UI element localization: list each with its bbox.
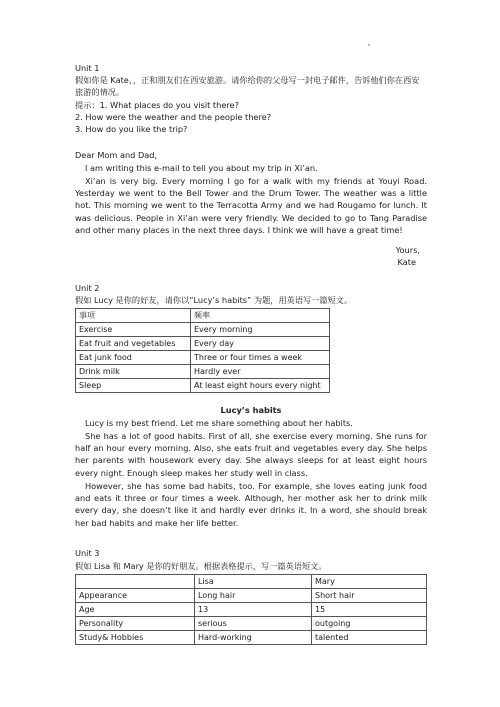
unit1-hint-1: 提示：1. What places do you visit there? xyxy=(75,100,239,110)
essay-paragraph-1: Lucy is my best friend. Let me share something about her habits. xyxy=(85,418,353,428)
table-cell: 15 xyxy=(312,603,427,617)
letter-greeting: Dear Mom and Dad, xyxy=(75,150,158,160)
table-header-row xyxy=(76,309,330,323)
table-cell: Eat junk food xyxy=(76,351,191,365)
table-header-cell: 事项 xyxy=(76,309,191,323)
unit2-heading: Unit 2 xyxy=(75,283,100,293)
table-cell: Exercise xyxy=(76,323,191,337)
table-row xyxy=(76,323,330,337)
table-header-cell: Lisa xyxy=(195,575,312,589)
unit3-heading: Unit 3 xyxy=(75,548,100,558)
table-row xyxy=(76,617,427,631)
table-cell: talented xyxy=(312,631,427,645)
friends-table xyxy=(75,574,427,645)
unit2-prompt: 假如 Lucy 是你的好友，请你以“Lucy’s habits” 为题，用英语写一篇短文。 xyxy=(75,295,353,305)
table-row xyxy=(76,337,330,351)
table-row xyxy=(76,365,330,379)
letter-paragraph-2: Xi’an is very big. Every morning I go for a walk with my friends at Youyi Road. Yesterday we went to the Bell Tower and the Drum Tower. The weather was a little hot. This morning we went to the Terracotta Army and we had Rougamo for lunch. It was delicious. People in Xi’an were very friendly. We decided to go to Tang Paradise and other many places in the next three days. I think we will have a great time! xyxy=(75,176,427,235)
table-cell: Eat fruit and vegetables xyxy=(76,337,191,351)
table-cell: Short hair xyxy=(312,589,427,603)
table-cell: Age xyxy=(76,603,195,617)
table-cell: serious xyxy=(195,617,312,631)
unit3-prompt: 假如 Lisa 和 Mary 是你的好朋友。根据表格提示，写一篇英语短文。 xyxy=(75,561,327,571)
table-cell: Personality xyxy=(76,617,195,631)
table-cell: Every day xyxy=(191,337,330,351)
table-cell: At least eight hours every night xyxy=(191,379,330,393)
table-cell: 13 xyxy=(195,603,312,617)
letter-signature: Kate xyxy=(397,257,416,267)
unit1-heading: Unit 1 xyxy=(75,63,100,73)
unit1-hint-2: 2. How were the weather and the people there? xyxy=(75,112,272,122)
letter-closing: Yours, xyxy=(395,245,420,255)
table-row xyxy=(76,603,427,617)
essay-paragraph-2: She has a lot of good habits. First of all, she exercise every morning. She runs for half an hour every morning. Also, she eats fruit and vegetables every day. She helps her parents with housework every day. She always sleeps for at least eight hours every night. Enough sleep makes her study well in class. xyxy=(75,431,427,478)
unit1-hint-3: 3. How do you like the trip? xyxy=(75,124,188,134)
table-cell: Long hair xyxy=(195,589,312,603)
table-cell: Study& Hobbies xyxy=(76,631,195,645)
habits-table xyxy=(75,308,330,393)
table-header-row xyxy=(76,575,427,589)
table-cell: Hardly ever xyxy=(191,365,330,379)
table-row xyxy=(76,379,330,393)
table-cell: Sleep xyxy=(76,379,191,393)
table-cell: Every morning xyxy=(191,323,330,337)
table-row xyxy=(76,631,427,645)
table-cell: outgoing xyxy=(312,617,427,631)
page-mark xyxy=(368,44,370,46)
table-cell: Hard-working xyxy=(195,631,312,645)
table-header-cell: Mary xyxy=(312,575,427,589)
table-row xyxy=(76,589,427,603)
table-cell: Drink milk xyxy=(76,365,191,379)
table-cell: Appearance xyxy=(76,589,195,603)
unit1-prompt: 假如你是 Kate，，正和朋友们在西安旅游。请你给你的父母写一封电子邮件，告诉他们你在西安旅游的情况。 xyxy=(75,75,420,98)
table-header-cell: 频率 xyxy=(191,309,330,323)
essay-paragraph-3: However, she has some bad habits, too. For example, she loves eating junk food and eats it three or four times a week. Although, her mother ask her to drink milk every day, she doesn’t like it and hardly ever drinks it. In a word, she should break her bad habits and make her life better. xyxy=(75,481,427,528)
table-cell: Three or four times a week xyxy=(191,351,330,365)
table-header-cell xyxy=(76,575,195,589)
letter-paragraph-1: I am writing this e-mail to tell you about my trip in Xi’an. xyxy=(85,163,318,173)
essay-title: Lucy’s habits xyxy=(220,405,282,415)
table-row xyxy=(76,351,330,365)
